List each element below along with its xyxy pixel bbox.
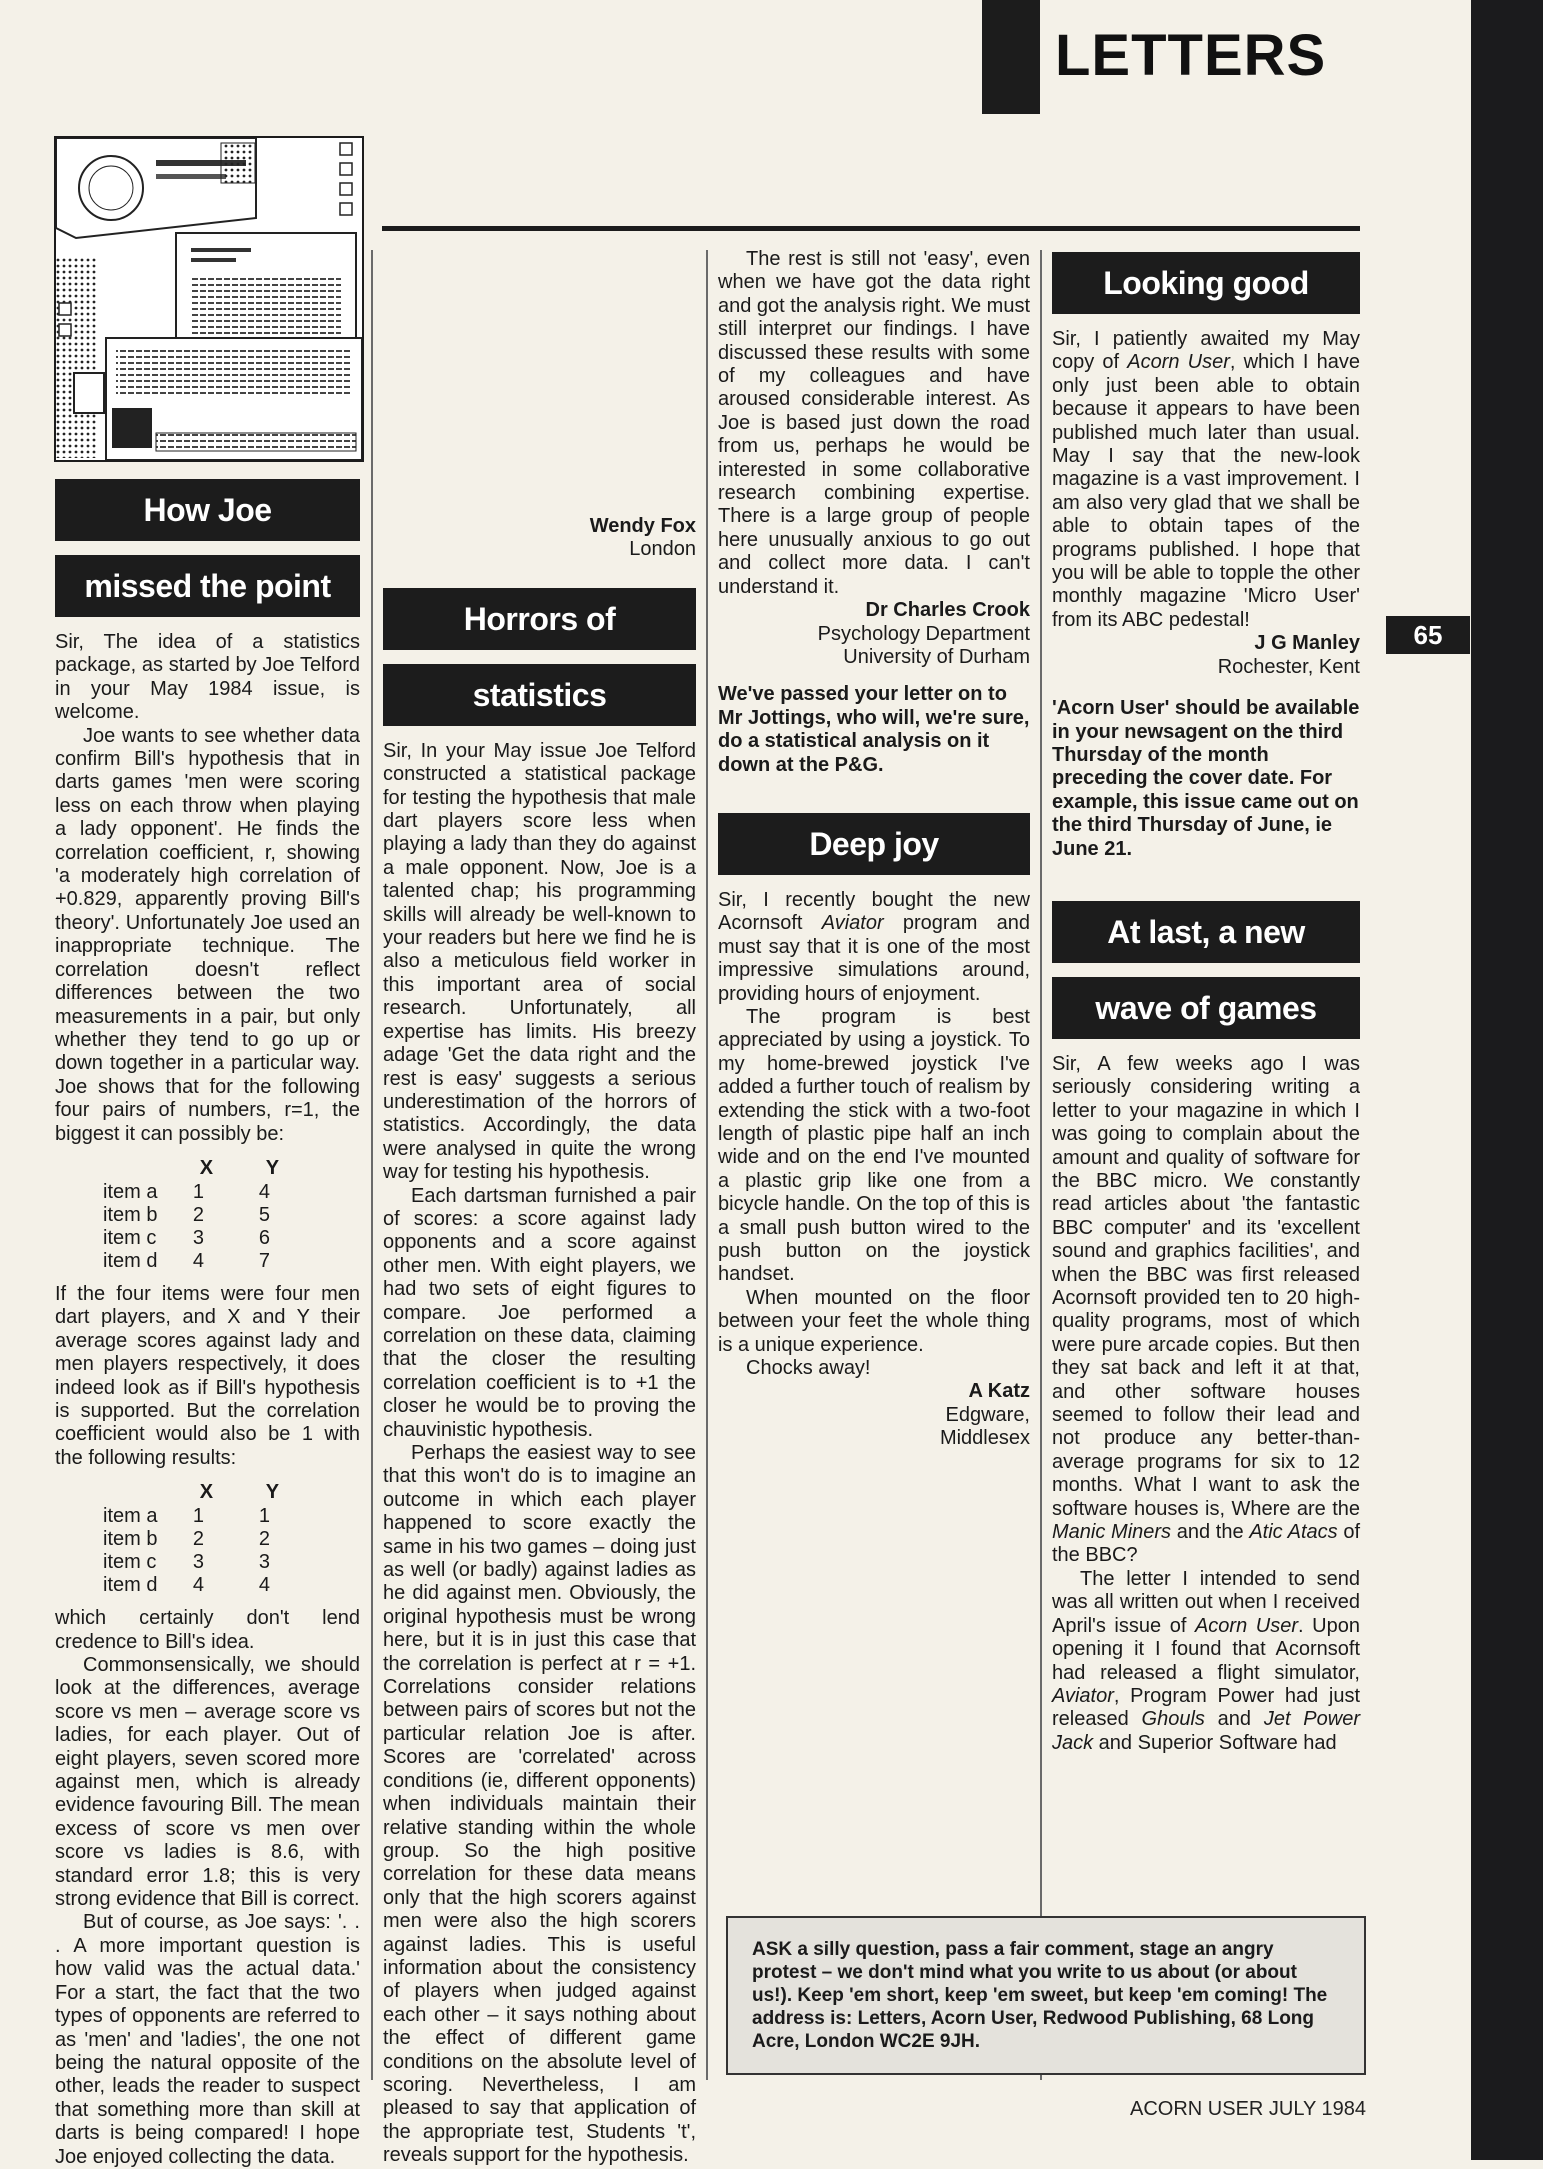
text-run: program and must say that it is one of the most impressive simulations around, providing hours of enjoyment. <box>718 912 1030 1005</box>
paragraph: Sir, The idea of a statistics package, as started by Joe Telford in your May 1984 issue, is welcome. <box>55 631 360 724</box>
text-run: . Upon opening it I found that Acornsoft had released a flight simulator, <box>1052 1614 1360 1684</box>
table-row <box>103 1227 305 1250</box>
text-run: and Superior Software had <box>1093 1731 1337 1754</box>
letters-illustration <box>54 136 364 462</box>
paragraph: Chocks away! <box>746 1357 871 1380</box>
column-header-x: X <box>199 1156 214 1179</box>
table-row <box>103 1204 305 1227</box>
column-rule-2 <box>706 250 708 2080</box>
paragraph: Sir, In your May issue Joe Telford constructed a statistical package for testing the hypothesis that male dart players score less when playing a lady than they do against a male opponent. Now, Joe is a talented chap; his programming skills will already be well-known to your readers but here we find he is also a meticulous field worker in this important area of social research. Unfortunately, all expertise has limits. His breezy adage 'Get the data right and the rest is easy' suggests a serious underestimation of the horrors of statistics. Accordingly, the data were analysed in quite the wrong way for testing his hypothesis. <box>383 739 696 1184</box>
signature-name <box>718 599 1030 622</box>
paragraph <box>1052 328 1360 632</box>
signature-name <box>383 515 696 538</box>
column-header-x: X <box>199 1481 214 1504</box>
signature-place: London <box>629 538 696 561</box>
signature-place: Edgware, <box>945 1403 1030 1426</box>
paragraph: The rest is still not 'easy', even when we have got the data right and got the analysis right. We must still interpret our findings. I have discussed these results with some of my colleagues and have aroused considerable interest. As Joe is based just down the road from us, perhaps he would be interested in some collaborative research combining expertise. There is a large group of people here unusually anxious to go out and collect more data. I can't understand it. <box>718 248 1031 598</box>
text-run: , Program Power had just released <box>1052 1684 1360 1731</box>
signature-univ: University of Durham <box>843 645 1030 668</box>
cell-x: 3 <box>192 1226 205 1249</box>
row-label: item c <box>103 1551 157 1574</box>
text-run: Sir, I recently bought the new Acornsoft <box>718 888 1030 935</box>
cell-y: 6 <box>258 1226 271 1249</box>
letter-heading-horrors-of: Horrors of <box>383 588 696 650</box>
column-1 <box>55 465 360 2169</box>
cell-y: 2 <box>258 1528 271 1551</box>
table-row <box>103 1181 305 1204</box>
letter-heading-missed-the-point: missed the point <box>55 555 360 617</box>
page-number: 65 <box>1386 616 1470 654</box>
paragraph: If the four items were four men dart players, and X and Y their average scores against lady and men players respectively, it does indeed look as if Bill's hypothesis is supported. But the correlation coefficient would also be 1 with the following results: <box>55 1282 360 1469</box>
data-table-1 <box>103 1156 305 1273</box>
column-2 <box>383 515 696 2168</box>
cell-y: 4 <box>258 1574 271 1597</box>
signature-name-text: Dr Charles Crook <box>865 599 1030 622</box>
italic-title: Aviator <box>1052 1684 1114 1707</box>
paragraph: Commonsensically, we should look at the differences, average score vs men – average score vs ladies, for each player. Out of eight players, seven scored more against men, which is already evidence favouring Bill. The mean excess of score vs men over score vs ladies is 8.6, with standard error 1.8; this is very strong evidence that Bill is correct. <box>55 1654 360 1911</box>
signature-dept: Psychology Department <box>817 622 1030 645</box>
paragraph: Joe wants to see whether data confirm Bill's hypothesis that in darts games 'men were scoring less on each throw when playing a lady opponent'. He finds the correlation coefficient, r, showing 'a moderately high correlation of +0.829, apparently proving Bill's theory'. Unfortunately Joe used an inappropriate technique. The correlation doesn't reflect differences between the two measurements in a pair, but only whether they tend to go up or down together in a particular way. Joe shows that for the following four pairs of numbers, r=1, the biggest it can possibly be: <box>55 724 360 1145</box>
row-label: item d <box>103 1574 158 1597</box>
section-title: LETTERS <box>1055 23 1327 88</box>
page-footer: ACORN USER JULY 1984 <box>1130 2098 1367 2120</box>
signature-name-text: Wendy Fox <box>589 515 696 537</box>
editor-note: 'Acorn User' should be available in your newsagent on the third Thursday of the month preceding the cover date. For example, this issue came out on the third Thursday of June, ie June 21. <box>1052 697 1360 860</box>
cell-y: 5 <box>258 1203 271 1226</box>
row-label: item b <box>103 1528 158 1551</box>
signature-place: Middlesex <box>939 1427 1030 1450</box>
top-rule <box>382 226 1360 231</box>
letter-heading-wave-of-games: wave of games <box>1052 977 1360 1039</box>
cell-x: 4 <box>192 1249 205 1272</box>
row-label: item d <box>103 1249 158 1272</box>
row-label: item a <box>103 1180 158 1203</box>
letter-heading-looking-good: Looking good <box>1052 252 1360 314</box>
paragraph <box>1052 1053 1360 1568</box>
letter-heading-how-joe: How Joe <box>55 479 360 541</box>
text-run: Sir, I patiently awaited my May copy of <box>1052 328 1360 374</box>
paragraph <box>718 889 1030 1006</box>
row-label: item b <box>103 1203 158 1226</box>
text-run: Sir, A few weeks ago I was seriously considering writing a letter to your magazine in which I was going to complain about the amount and quality of software for the BBC micro. We constantly read articles about 'the fantastic BBC computer' and its 'excellent sound and graphics facilities', and when the BBC was first released Acornsoft provided ten to 20 high-quality programs, most of which were pure arcade copies. But then they sat back and left it at that, and other software houses seemed to follow their lead and not produce any better-than-average programs for six to 12 months. What I want to ask the software houses is, Where are the <box>1052 1052 1360 1520</box>
column-4 <box>1052 238 1360 1755</box>
text-run: The letter I intended to send was all written out when I received April's issue of <box>1052 1567 1360 1637</box>
cell-y: 3 <box>258 1551 271 1574</box>
italic-title: Atic Atacs <box>1249 1521 1338 1544</box>
table-row <box>103 1505 305 1528</box>
paragraph: Perhaps the easiest way to see that this won't do is to imagine an outcome in which each player happened to score exactly the same in his two games – doing just as well (or badly) against ladies as he did against men. Obviously, the original hypothesis must be wrong here, but it is in just this case that the correlation is perfect at r = +1. Correlations consider relations between pairs of scores but not the particular relation Joe is after. Scores are 'correlated' across conditions (ie, different opponents) when individuals maintain their relative standing within the whole group. So the high positive correlation for these data means only that the high scorers against men were also the high scorers against ladies. This is useful information about the consistency of players when judged against each other – it says nothing about the effect of different game conditions on the absolute level of scoring. Nevertheless, I am pleased to say that application of the appropriate test, Students 't', reveals support for the hypothesis. <box>383 1442 696 2167</box>
cell-x: 3 <box>192 1551 205 1574</box>
letter-heading-at-last-a-new: At last, a new <box>1052 901 1360 963</box>
cell-x: 4 <box>192 1574 205 1597</box>
signature-name <box>1052 632 1360 655</box>
signature-name <box>718 1380 1030 1403</box>
signature-name-text: J G Manley <box>1254 632 1360 655</box>
table-row <box>103 1528 305 1551</box>
cell-y: 4 <box>258 1180 271 1203</box>
paragraph: The program is best appreciated by using a joystick. To my home-brewed joystick I've added a further touch of realism by extending the stick with a two-foot length of plastic pipe half an inch wide and on the end I've mounted a plastic grip like one from a bicycle handle. On the top of this is a small push button wired to the push button on the joystick handset. <box>718 1005 1030 1286</box>
table-row <box>103 1551 305 1574</box>
editor-note: We've passed your letter on to Mr Jottings, who will, we're sure, do a statistical analysis on it down at the P&G. <box>718 683 1030 776</box>
data-table-2 <box>103 1480 305 1597</box>
column-header-y: Y <box>265 1156 280 1179</box>
signature-place: Rochester, Kent <box>1217 655 1360 678</box>
envelope-keyboard-illustration <box>56 138 362 460</box>
cell-y: 1 <box>258 1505 271 1528</box>
text-run: of the BBC? <box>1052 1521 1360 1567</box>
paragraph: But of course, as Joe says: '. . . A more important question is how valid was the actual data.' For a start, the fact that the two types of opponents are referred to as 'men' and 'ladies', the one not being the natural opposite of the other, leads the reader to suspect that something more than skill at darts is being compared! I hope Joe enjoyed collecting the data. <box>55 1911 360 2168</box>
paragraph <box>1052 1568 1360 1755</box>
table-row <box>103 1250 305 1273</box>
column-rule-3 <box>1040 250 1042 2080</box>
paragraph: Each dartsman furnished a pair of scores: a score against lady opponents and a score against other men. With eight players, we had two sets of eight figures to compare. Joe performed a correlation on these data, claiming that the closer the resulting correlation coefficient is to +1 the closer he would be to proving the chauvinistic hypothesis. <box>383 1184 696 1441</box>
text-run: and <box>1204 1708 1264 1731</box>
page-edge <box>1471 0 1543 2160</box>
table-row <box>103 1574 305 1597</box>
cell-y: 7 <box>258 1249 271 1272</box>
row-label: item a <box>103 1505 158 1528</box>
text-run: and the <box>1171 1521 1250 1544</box>
cell-x: 1 <box>192 1180 205 1203</box>
italic-title: Manic Miners <box>1052 1521 1172 1544</box>
paragraph: When mounted on the floor between your feet the whole thing is a unique experience. <box>718 1286 1030 1356</box>
row-label: item c <box>103 1226 157 1249</box>
section-tab-block <box>982 0 1040 114</box>
italic-title: Aviator <box>821 912 884 935</box>
column-header-y: Y <box>265 1481 280 1504</box>
italic-title: Acorn User <box>1194 1614 1299 1637</box>
text-run: , which I have only just been able to obtain because it appears to have been published much later than usual. May I say that the new-look magazine is a vast improvement. I am also very glad that we shall be able to obtain tapes of the programs published. I hope that you will be able to topple the other monthly magazine 'Micro User' from its ABC pedestal! <box>1052 351 1360 631</box>
signature-name-text: A Katz <box>968 1380 1030 1403</box>
cell-x: 1 <box>192 1505 205 1528</box>
submission-info-box: ASK a silly question, pass a fair comment, stage an angry protest – we don't mind what you write to us about (or about us!). Keep 'em short, keep 'em sweet, but keep 'em coming! The address is: Letters, Acorn User, Redwood Publishing, 68 Long Acre, London WC2E 9JH. <box>726 1916 1366 2075</box>
column-rule-1 <box>371 250 373 2080</box>
paragraph: which certainly don't lend credence to Bill's idea. <box>55 1607 360 1653</box>
letter-heading-deep-joy: Deep joy <box>718 813 1030 875</box>
italic-title: Jet Power Jack <box>1052 1708 1360 1754</box>
column-3 <box>718 248 1030 1451</box>
letter-heading-statistics: statistics <box>383 664 696 726</box>
cell-x: 2 <box>192 1203 205 1226</box>
cell-x: 2 <box>192 1528 205 1551</box>
italic-title: Acorn User <box>1127 351 1230 374</box>
italic-title: Ghouls <box>1141 1708 1205 1731</box>
